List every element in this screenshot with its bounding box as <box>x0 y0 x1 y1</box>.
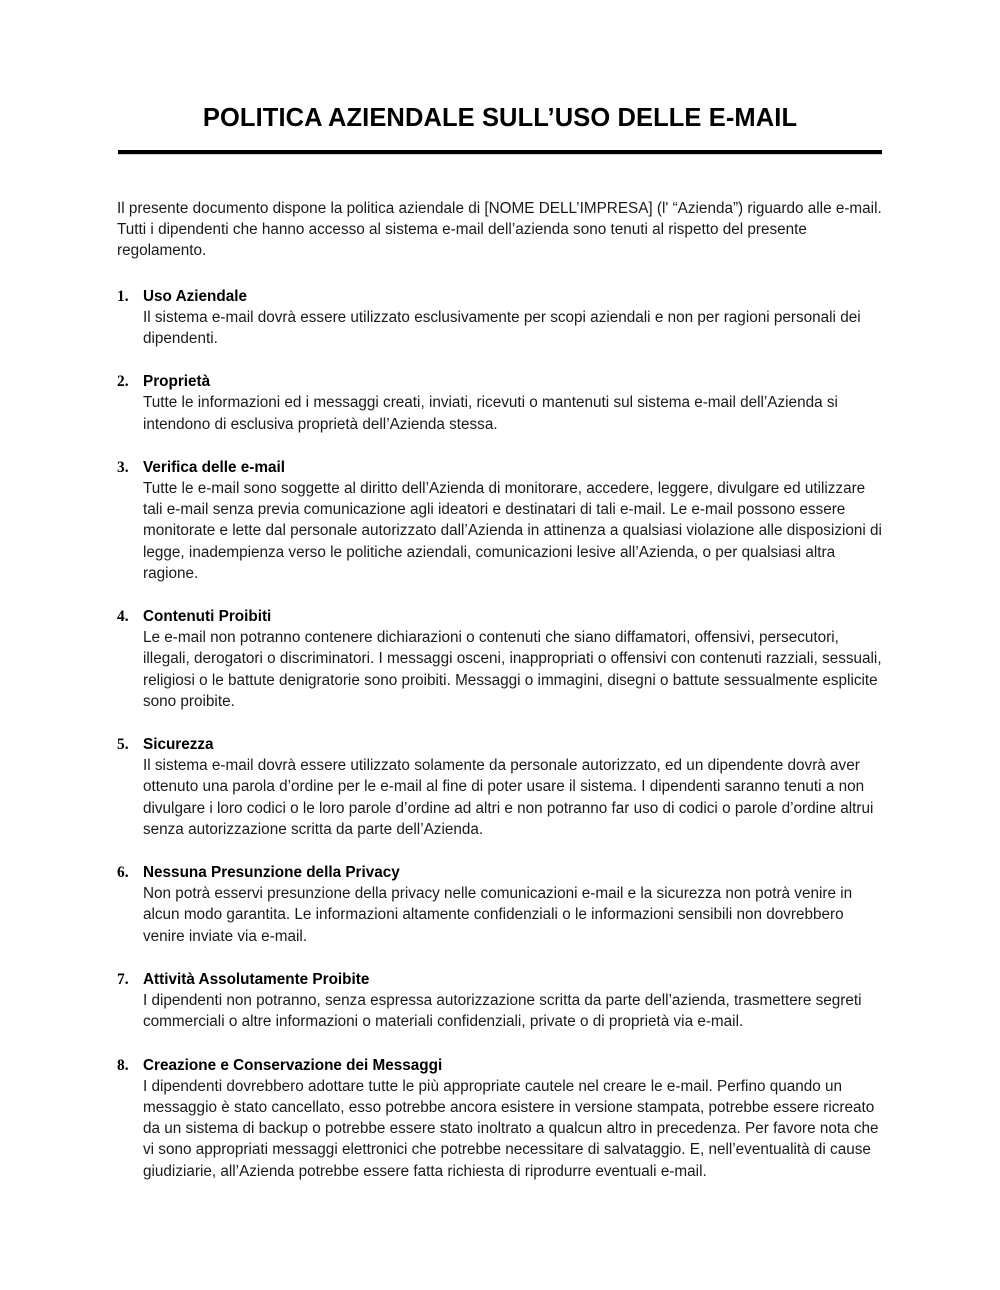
list-item <box>117 862 885 947</box>
clause-list <box>117 286 885 1182</box>
list-item <box>117 969 885 1033</box>
clause-number: 3. <box>117 458 129 476</box>
clause-heading: Attività Assolutamente Proibite <box>143 970 370 988</box>
clause-heading: Proprietà <box>143 373 211 391</box>
title-divider <box>118 150 882 155</box>
clause-number: 7. <box>117 970 129 988</box>
clause-number: 2. <box>117 373 129 391</box>
document-body <box>117 198 885 1182</box>
clause-number: 6. <box>117 864 129 882</box>
list-item <box>117 734 885 840</box>
clause-heading: Creazione e Conservazione dei Messaggi <box>143 1056 443 1074</box>
intro-paragraph: Il presente documento dispone la politica aziendale di [NOME DELL’IMPRESA] (l' “Azienda”) riguardo alle e-mail. Tutti i dipendenti che hanno accesso al sistema e-mail dell’azienda sono tenuti al rispetto del presente regolamento. <box>117 200 882 260</box>
title-block <box>118 104 882 155</box>
clause-heading: Contenuti Proibiti <box>143 608 272 626</box>
clause-number: 5. <box>117 736 129 754</box>
clause-body: Il sistema e-mail dovrà essere utilizzato solamente da personale autorizzato, ed un dipendente dovrà aver ottenuto una parola d’ordine per le e-mail al fine di poter usare il sistema. I dipendenti saranno tenuti a non divulgare i loro codici o le loro parole d’ordine ad altri e non potranno far uso di codici o parole d’ordine altrui senza autorizzazione scritta da parte dell’Azienda. <box>143 757 874 838</box>
clause-body: Le e-mail non potranno contenere dichiarazioni o contenuti che siano diffamatori, offensivi, persecutori, illegali, derogatori o discriminatori. I messaggi osceni, inappropriati o offensivi con contenuti razziali, sessuali, religiosi o le battute denigratorie sono proibiti. Messaggi o immagini, disegni o battute sessualmente esplicite sono proibite. <box>143 629 882 710</box>
clause-body: Tutte le informazioni ed i messaggi creati, inviati, ricevuti o mantenuti sul sistema e-mail dell’Azienda si intendono di esclusiva proprietà dell’Azienda stessa. <box>143 394 838 433</box>
clause-number: 1. <box>117 287 129 305</box>
clause-heading: Nessuna Presunzione della Privacy <box>143 864 400 882</box>
clause-heading: Sicurezza <box>143 736 214 754</box>
list-item <box>117 371 885 435</box>
list-item <box>117 606 885 712</box>
clause-body: I dipendenti non potranno, senza espressa autorizzazione scritta da parte dell’azienda, trasmettere segreti commerciali o altre informazioni o materiali confidenziali, private o di proprietà via e-mail. <box>143 992 862 1031</box>
list-item <box>117 457 885 584</box>
clause-body: Tutte le e-mail sono soggette al diritto dell’Azienda di monitorare, accedere, leggere, divulgare ed utilizzare tali e-mail senza previa comunicazione agli ideatori e destinatari di tali e-mail. Le e-mail possono essere monitorate e lette dal personale autorizzato dall’Azienda in attinenza a qualsiasi violazione alle disposizioni di legge, inadempienza verso le politiche aziendali, comunicazioni lesive all’Azienda, o per qualsiasi altra ragione. <box>143 480 882 582</box>
clause-number: 8. <box>117 1056 129 1074</box>
list-item <box>117 1055 885 1182</box>
clause-body: Il sistema e-mail dovrà essere utilizzato esclusivamente per scopi aziendali e non per ragioni personali dei dipendenti. <box>143 308 861 348</box>
clause-heading: Verifica delle e-mail <box>143 458 285 476</box>
clause-number: 4. <box>117 608 129 626</box>
clause-heading: Uso Aziendale <box>143 287 247 305</box>
list-item <box>117 286 885 350</box>
clause-body: I dipendenti dovrebbero adottare tutte le più appropriate cautele nel creare le e-mail. Perfino quando un messaggio è stato cancellato, esso potrebbe ancora esistere in versione stampata, potrebbe essere ricreato da un sistema di backup o potrebbe essere stato inoltrato a qualcun altro in precedenza. Per favore nota che vi sono appropriati messaggi elettronici che potrebbe necessitare di salvataggio. E, nell’eventualità di cause giudiziarie, all’Azienda potrebbe essere fatta richiesta di riprodurre eventuali e-mail. <box>143 1077 879 1180</box>
page-title: POLITICA AZIENDALE SULL’USO DELLE E-MAIL <box>202 104 798 132</box>
clause-body: Non potrà esservi presunzione della privacy nelle comunicazioni e-mail e la sicurezza non potrà venire in alcun modo garantita. Le informazioni altamente confidenziali o le informazioni sensibili non dovrebbero venire inviate via e-mail. <box>143 885 853 945</box>
